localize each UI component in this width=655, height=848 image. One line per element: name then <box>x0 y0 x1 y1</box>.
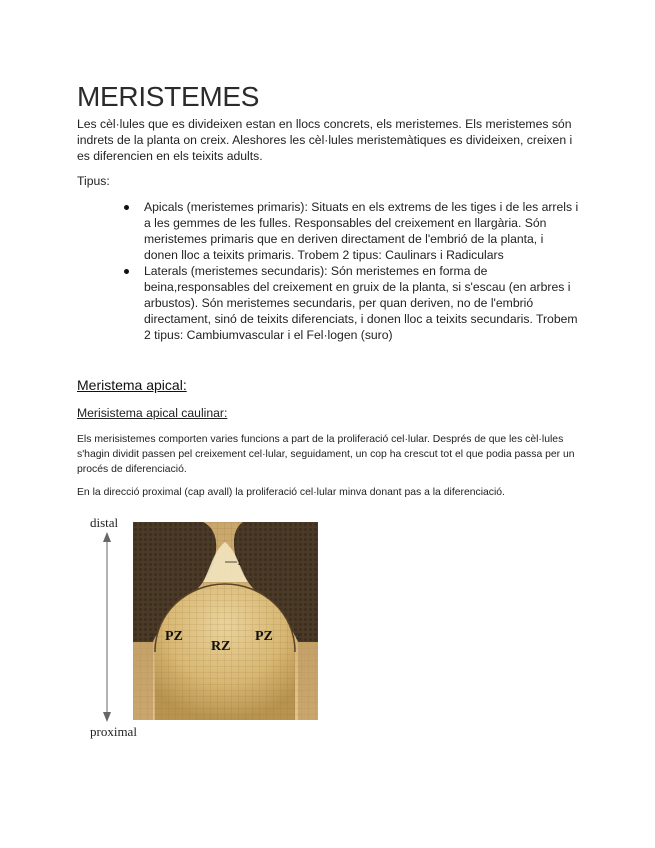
meristem-figure <box>85 512 325 742</box>
list-item <box>144 263 580 343</box>
body-paragraph-2: En la direcció proximal (cap avall) la proliferació cel·lular minva donant pas a la diferenciació. <box>77 487 505 498</box>
bullet-text-laterals: Laterals (meristemes secundaris): Són meristemes en forma de beina,responsables del creixement en gruix de la planta, si s'escau (en arbres i arbustos). Són meristemes secundaris, per quan deriven, no de l'embrió directament, sinó de teixits diferenciats, i donen lloc a teixits secundaris. Trobem 2 tipus: Cambiumvascular i el Fel·logen (suro) <box>144 264 578 342</box>
meristem-types-list <box>144 199 580 343</box>
marker-2-left: 2 <box>150 632 154 641</box>
intro-paragraph: Les cèl·lules que es divideixen estan en llocs concrets, els meristemes. Els meristemes són indrets de la planta on creix. Aleshores les cèl·lules meristemàtiques es divideixen, creixen i es diferencien en els teixits adults. <box>77 117 573 163</box>
proximal-label: proximal <box>90 724 137 739</box>
tipus-label: Tipus: <box>77 174 110 188</box>
bullet-icon <box>124 269 129 274</box>
micrograph-image <box>133 522 318 720</box>
distal-label: distal <box>90 515 119 530</box>
bullet-text-apicals: Apicals (meristemes primaris): Situats en els extrems de les tiges i de les arrels i a les gemmes de les fulles. Responsables del creixement en llargària. Són meristemes primaris que en deriven directament de l'embrió de la planta, i donen lloc a teixits primaris. Trobem 2 tipus: Caulinars i Radiculars <box>144 200 579 262</box>
section-heading: Meristema apical: <box>77 377 187 393</box>
page-title: MERISTEMES <box>77 81 260 112</box>
subsection-heading: Merisistema apical caulinar: <box>77 406 228 420</box>
zone-label-rz: RZ <box>211 639 231 654</box>
zone-label-pz-right: PZ <box>255 629 273 644</box>
marker-1: 1 <box>237 558 241 567</box>
zone-label-pz-left: PZ <box>165 629 183 644</box>
list-item <box>144 199 580 263</box>
bullet-icon <box>124 205 129 210</box>
distal-proximal-arrow <box>85 512 125 742</box>
marker-2-right: 2 <box>296 632 300 641</box>
body-paragraph-1: Els merisistemes comporten varies funcions a part de la proliferació cel·lular. Després de que les cèl·lules s'hagin dividit passen pel creixement cel·lular, seguidament, un cop ha crescut tot el que podia passa per un procés de diferenciació. <box>77 434 575 475</box>
